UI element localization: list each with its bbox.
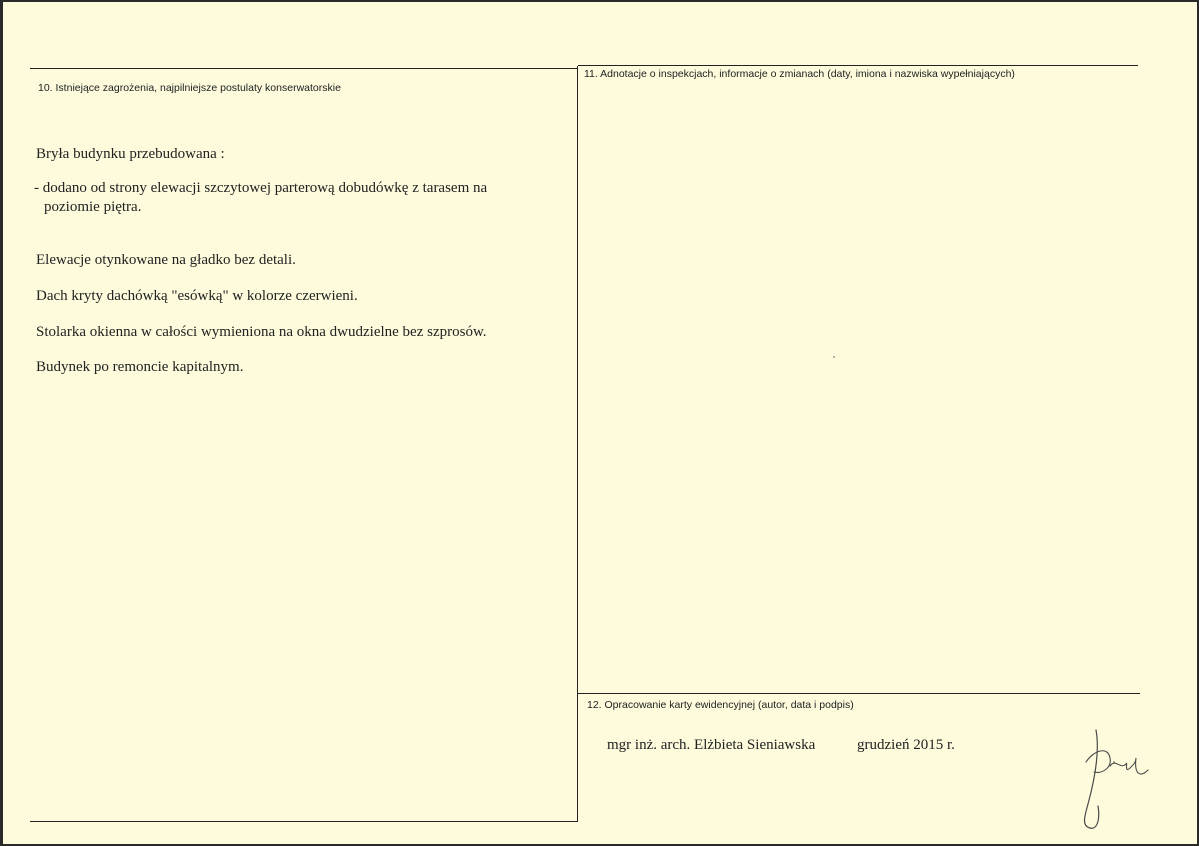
section10-paragraph-2-line-1: - dodano od strony elewacji szczytowej parterową dobudówkę z tarasem na [34,180,488,196]
section12-rule [578,693,1140,694]
section11-heading: 11. Adnotacje o inspekcjach, informacje o zmianach (daty, imiona i nazwiska wypełniających) [584,68,1015,80]
section10-paragraph-3: Elewacje otynkowane na gładko bez detali. [36,252,296,268]
section12-heading: 12. Opracowanie karty ewidencyjnej (autor, data i podpis) [587,699,854,711]
bottom-rule [30,821,578,822]
section10-paragraph-5: Stolarka okienna w całości wymieniona na okna dwudzielne bez szprosów. [36,324,487,340]
top-rule-left [30,68,578,69]
top-rule-right [578,65,1138,66]
section10-paragraph-1: Bryła budynku przebudowana : [36,146,225,162]
section10-paragraph-6: Budynek po remoncie kapitalnym. [36,359,244,375]
section10-heading: 10. Istniejące zagrożenia, najpilniejsze postulaty konserwatorskie [38,82,341,94]
author-name: mgr inż. arch. Elżbieta Sieniawska [607,737,816,753]
section10-paragraph-4: Dach kryty dachówką "esówką" w kolorze czerwieni. [36,288,358,304]
section10-paragraph-2-line-2: poziomie piętra. [44,199,142,215]
document-date: grudzień 2015 r. [857,737,955,753]
handwritten-signature [1072,722,1162,832]
scan-border-left [0,0,3,846]
scan-speck [833,356,835,358]
scan-border-top [0,0,1199,2]
column-divider [577,66,578,822]
